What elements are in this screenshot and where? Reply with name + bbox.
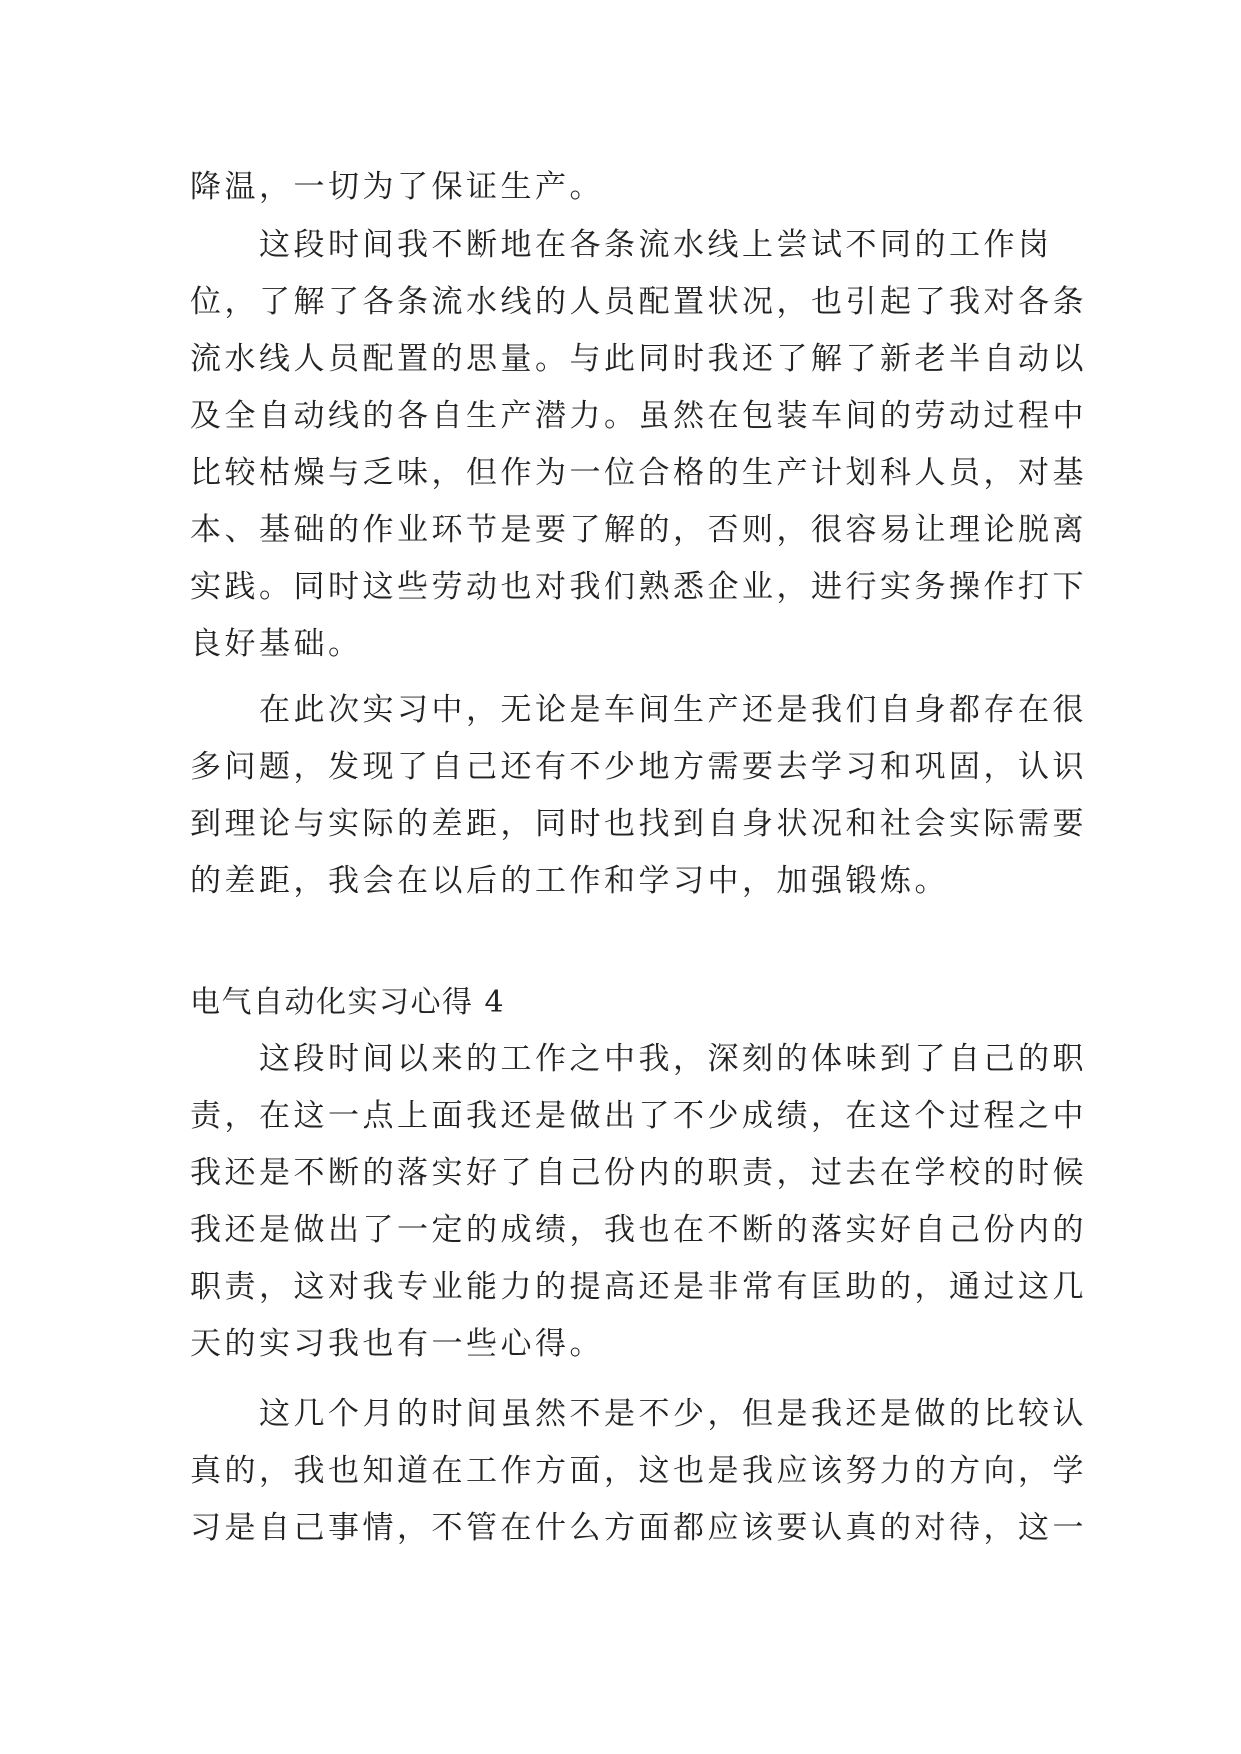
text-line: 本、基础的作业环节是要了解的，否则，很容易让理论脱离 xyxy=(190,512,1087,548)
paragraph-4 xyxy=(190,1386,1087,1557)
text-line: 职责，这对我专业能力的提高还是非常有匡助的，通过这几 xyxy=(190,1269,1087,1305)
text-line: 天的实习我也有一些心得。 xyxy=(190,1326,604,1362)
text-line: 习是自己事情，不管在什么方面都应该要认真的对待，这一 xyxy=(190,1510,1087,1546)
paragraph-fragment xyxy=(190,159,1052,216)
text-line: 比较枯燥与乏味，但作为一位合格的生产计划科人员，对基 xyxy=(190,455,1087,491)
text-line: 在此次实习中，无论是车间生产还是我们自身都存在很 xyxy=(190,692,1087,728)
paragraph-3 xyxy=(190,1031,1087,1373)
text-line: 责，在这一点上面我还是做出了不少成绩，在这个过程之中 xyxy=(190,1098,1087,1134)
text-line: 及全自动线的各自生产潜力。虽然在包装车间的劳动过程中 xyxy=(190,398,1087,434)
text-line: 这几个月的时间虽然不是不少，但是我还是做的比较认 xyxy=(190,1396,1087,1432)
text-line: 位，了解了各条流水线的人员配置状况，也引起了我对各条 xyxy=(190,284,1087,320)
text-line: 降温，一切为了保证生产。 xyxy=(190,169,604,205)
paragraph-1 xyxy=(190,217,1087,673)
text-line: 真的，我也知道在工作方面，这也是我应该努力的方向，学 xyxy=(190,1453,1087,1489)
text-line: 到理论与实际的差距，同时也找到自身状况和社会实际需要 xyxy=(190,806,1087,842)
text-line: 实践。同时这些劳动也对我们熟悉企业，进行实务操作打下 xyxy=(190,569,1087,605)
text-line: 这段时间我不断地在各条流水线上尝试不同的工作岗 xyxy=(190,227,1053,263)
text-line: 多问题，发现了自己还有不少地方需要去学习和巩固，认识 xyxy=(190,749,1087,785)
text-line: 我还是做出了一定的成绩，我也在不断的落实好自己份内的 xyxy=(190,1212,1087,1248)
paragraph-2 xyxy=(190,682,1087,910)
text-line: 良好基础。 xyxy=(190,626,363,662)
section-heading: 电气自动化实习心得 4 xyxy=(190,985,506,1020)
text-line: 这段时间以来的工作之中我，深刻的体味到了自己的职 xyxy=(190,1041,1087,1077)
text-line: 的差距，我会在以后的工作和学习中，加强锻炼。 xyxy=(190,863,949,899)
text-line: 流水线人员配置的思量。与此同时我还了解了新老半自动以 xyxy=(190,341,1087,377)
text-line: 我还是不断的落实好了自己份内的职责，过去在学校的时候 xyxy=(190,1155,1087,1191)
